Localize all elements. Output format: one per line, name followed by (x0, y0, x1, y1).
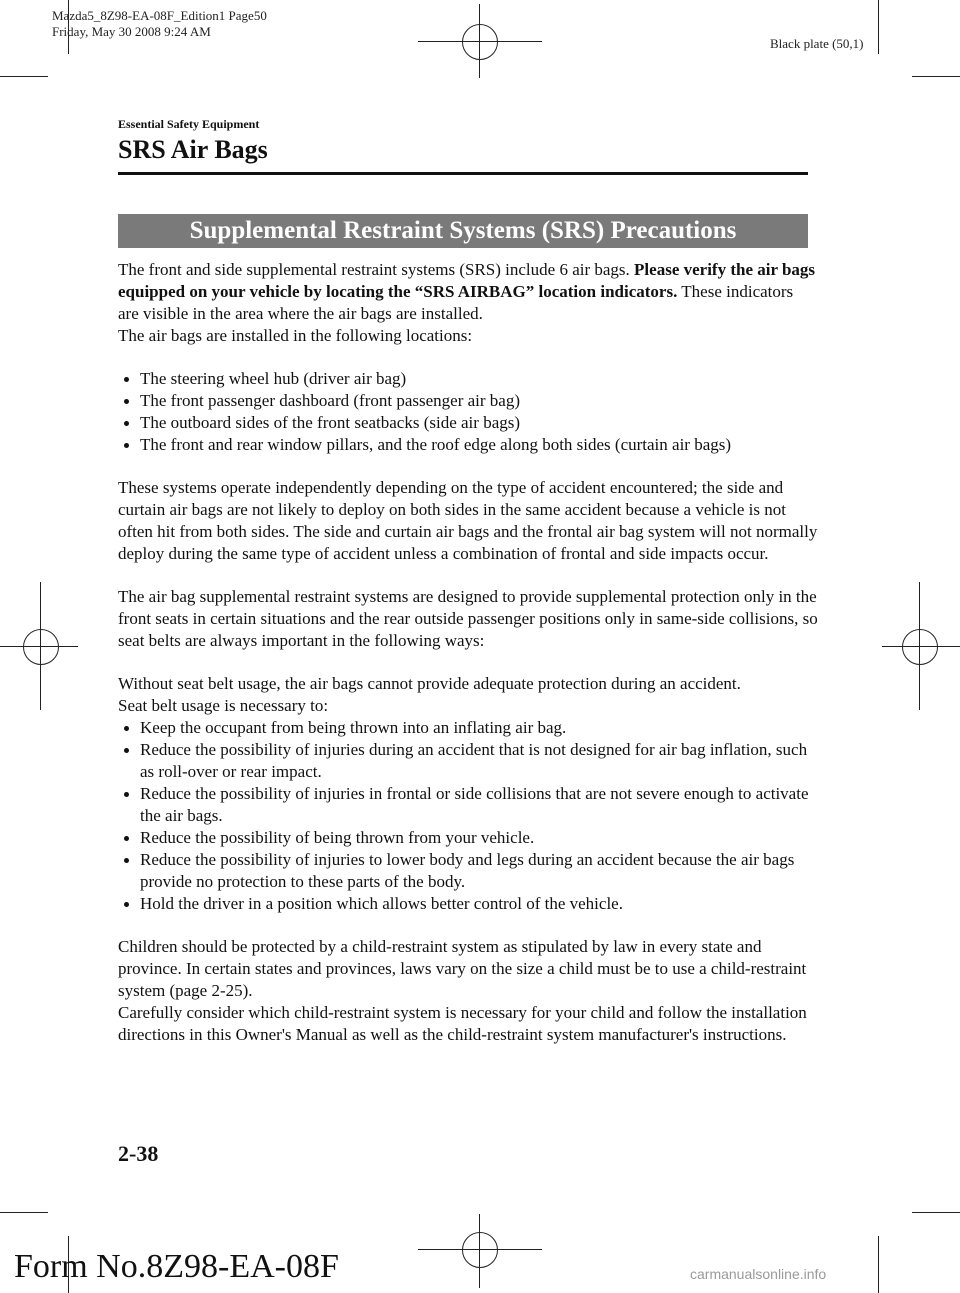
airbag-locations-list (118, 368, 818, 456)
list-item: Keep the occupant from being thrown into an inflating air bag. (118, 717, 818, 739)
header-rule (118, 172, 808, 175)
seat-belt-reasons-list (118, 717, 818, 915)
page-number: 2-38 (118, 1141, 159, 1166)
metadata-date: Friday, May 30 2008 9:24 AM (52, 24, 211, 39)
chapter-title: SRS Air Bags (118, 135, 268, 164)
intro-text: The front and side supplemental restraint systems (SRS) include 6 air bags. (118, 260, 635, 279)
section-title: Essential Safety Equipment (118, 117, 260, 131)
watermark: carmanualsonline.info (690, 1266, 827, 1282)
list-item: Reduce the possibility of being thrown from your vehicle. (118, 827, 818, 849)
list-item: The front and rear window pillars, and the roof edge along both sides (curtain air bags) (118, 434, 818, 456)
list-item: The outboard sides of the front seatbacks (side air bags) (118, 412, 818, 434)
metadata-filename: Mazda5_8Z98-EA-08F_Edition1 Page50 (52, 8, 267, 23)
list-item: Hold the driver in a position which allows better control of the vehicle. (118, 893, 818, 915)
list-item: Reduce the possibility of injuries to lower body and legs during an accident because the air bags provide no protection to these parts of the body. (118, 849, 818, 893)
seat-belt-necessary: Seat belt usage is necessary to: (118, 696, 329, 715)
intro-bold-text: Please verify the air bags equipped on your vehicle by locating the “SRS AIRBAG” location indicators. (118, 260, 816, 301)
locations-intro: The air bags are installed in the following locations: (118, 326, 473, 345)
independent-operation-paragraph: These systems operate independently depending on the type of accident encountered; the side and curtain air bags are not likely to deploy on both sides in the same accident because a vehicle is not often hit from both sides. The side and curtain air bags and the frontal air bag system will not normally deploy during the same type of accident unless a combination of frontal and side impacts occur. (118, 478, 818, 563)
body-content (118, 259, 818, 1046)
supplemental-protection-paragraph: The air bag supplemental restraint systems are designed to provide supplemental protection only in the front seats in certain situations and the rear outside passenger positions only in same-side collisions, so seat belts are always important in the following ways: (118, 587, 818, 650)
seat-belt-paragraph: Without seat belt usage, the air bags cannot provide adequate protection during an accident. (118, 674, 741, 693)
plate-label: Black plate (50,1) (770, 36, 864, 51)
print-metadata (52, 8, 267, 40)
list-item: Reduce the possibility of injuries during an accident that is not designed for air bag inflation, such as roll-over or rear impact. (118, 739, 818, 783)
intro-paragraph (118, 259, 818, 325)
children-paragraph: Children should be protected by a child-restraint system as stipulated by law in every state and province. In certain states and provinces, laws vary on the size a child must be to use a child-restraint system (page 2-25). (118, 937, 807, 1000)
section-banner: Supplemental Restraint Systems (SRS) Precautions (118, 214, 808, 248)
child-restraint-paragraph: Carefully consider which child-restraint system is necessary for your child and follow the installation directions in this Owner's Manual as well as the child-restraint system manufacturer's instructions. (118, 1003, 807, 1044)
intro-text-end: These indicators are visible in the area where the air bags are installed. (118, 282, 794, 323)
list-item: Reduce the possibility of injuries in frontal or side collisions that are not severe enough to activate the air bags. (118, 783, 818, 827)
form-number: Form No.8Z98-EA-08F (14, 1248, 339, 1285)
list-item: The steering wheel hub (driver air bag) (118, 368, 818, 390)
list-item: The front passenger dashboard (front passenger air bag) (118, 390, 818, 412)
